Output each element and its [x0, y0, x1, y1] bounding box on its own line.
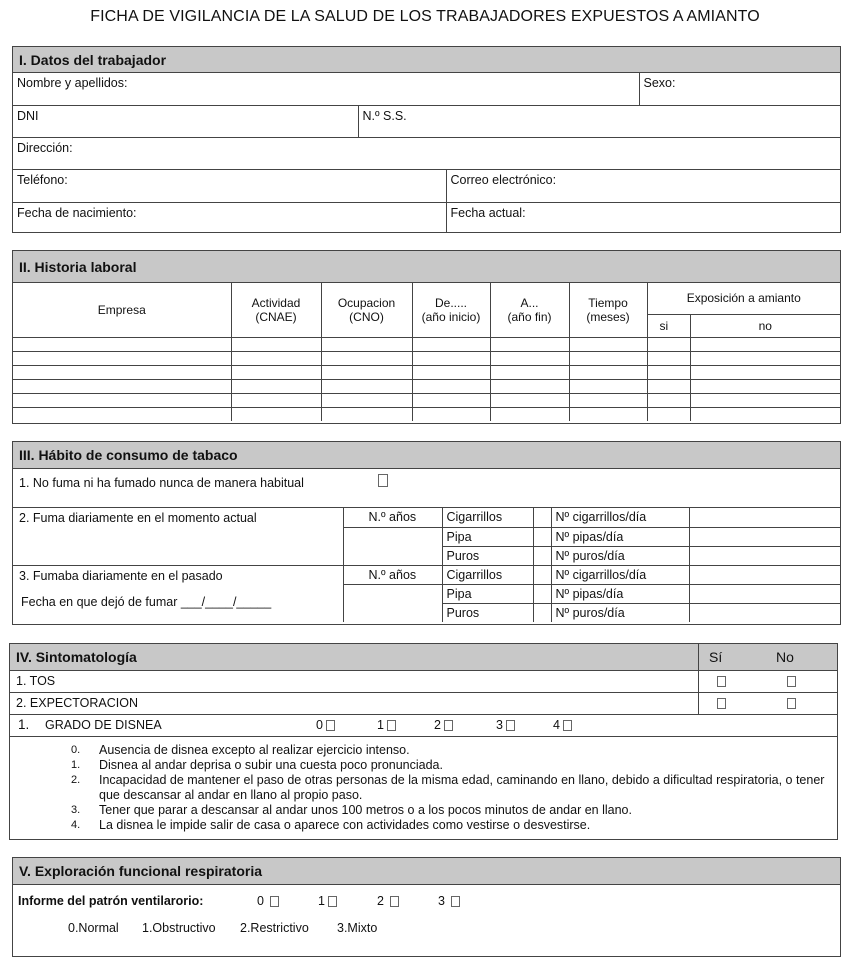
disnea-scale-list [10, 737, 831, 833]
col-si: Sí [709, 649, 723, 665]
checkbox-icon [326, 720, 335, 731]
checkbox-icon [328, 896, 337, 907]
table-cell[interactable] [321, 365, 412, 379]
disnea-grado-4[interactable]: 4 [553, 718, 572, 732]
telefono-field[interactable] [13, 170, 446, 202]
leyenda-obstructivo: 1.Obstructivo [142, 921, 216, 935]
sintomatologia-title: IV. Sintomatología [16, 649, 137, 665]
table-cell[interactable] [690, 393, 840, 407]
table-row [13, 337, 840, 351]
fecha-nacimiento-field[interactable] [13, 202, 446, 233]
sexo-field[interactable] [639, 73, 840, 105]
dia-puros-2: Nº puros/día [551, 603, 689, 622]
fecha-actual-field[interactable] [446, 202, 840, 233]
n-anos-label-2: N.º años [343, 565, 442, 584]
page-title: FICHA DE VIGILANCIA DE LA SALUD DE LOS TRABAJADORES EXPUESTOS A AMIANTO [90, 8, 760, 25]
col-tiempo: Tiempo (meses) [569, 283, 647, 337]
dia-pipas: Nº pipas/día [551, 527, 689, 546]
table-cell[interactable] [690, 337, 840, 351]
table-cell[interactable] [490, 351, 569, 365]
col-exposicion-si: si [647, 314, 690, 337]
dia-puros-input[interactable] [689, 546, 840, 565]
checkbox-icon [390, 896, 399, 907]
expectoracion-si-checkbox[interactable] [717, 698, 726, 709]
table-row [13, 365, 840, 379]
tabaco-row-1 [13, 469, 840, 508]
table-cell[interactable] [569, 393, 647, 407]
tipo-puros-input[interactable] [533, 546, 551, 565]
table-cell[interactable] [647, 351, 690, 365]
sintoma-row-disnea [10, 715, 837, 737]
table-cell[interactable] [569, 351, 647, 365]
nombre-field[interactable] [13, 73, 639, 105]
table-cell[interactable] [231, 379, 321, 393]
section-historia-laboral [12, 250, 841, 424]
no-fuma-label: 1. No fuma ni ha fumado nunca de manera habitual [19, 476, 304, 490]
checkbox-icon [506, 720, 515, 731]
direccion-label: Dirección: [17, 141, 73, 155]
dia-puros-input-2[interactable] [689, 603, 840, 622]
tipo-pipa-input[interactable] [533, 527, 551, 546]
list-item: 3. Tener que parar a descansar al andar unos 100 metros o a los pocos minutos de andar en llano. [71, 803, 632, 817]
col-empresa: Empresa [13, 283, 231, 337]
table-cell[interactable] [490, 407, 569, 421]
n-anos-label: N.º años [343, 508, 442, 527]
col-actividad: Actividad (CNAE) [231, 283, 321, 337]
expectoracion-label: 2. EXPECTORACION [16, 696, 139, 710]
col-exposicion-no: no [690, 314, 840, 337]
table-cell[interactable] [412, 365, 490, 379]
table-row [13, 379, 840, 393]
table-cell[interactable] [647, 365, 690, 379]
list-item: 1. Disnea al andar deprisa o subir una cuesta poco pronunciada. [71, 758, 443, 772]
list-item: 4. La disnea le impide salir de casa o aparece con actividades como vestirse o desvestirse. [71, 818, 591, 832]
tos-no-checkbox[interactable] [787, 676, 796, 687]
tos-si-checkbox[interactable] [717, 676, 726, 687]
checkbox-icon [451, 896, 460, 907]
dia-cigarrillos-2: Nº cigarrillos/día [551, 565, 689, 584]
table-cell[interactable] [647, 337, 690, 351]
table-cell[interactable] [321, 337, 412, 351]
table-cell[interactable] [412, 379, 490, 393]
patron-3[interactable]: 3 [438, 894, 460, 908]
checkbox-icon [387, 720, 396, 731]
tipo-cigarrillos-input[interactable] [533, 508, 551, 527]
dia-cigarrillos: Nº cigarrillos/día [551, 508, 689, 527]
tipo-pipa-input-2[interactable] [533, 584, 551, 603]
table-cell[interactable] [321, 379, 412, 393]
n-anos-input[interactable] [343, 527, 442, 565]
table-cell[interactable] [231, 337, 321, 351]
table-cell[interactable] [231, 393, 321, 407]
table-cell[interactable] [13, 407, 231, 421]
fumaba-pasado-cell [13, 565, 343, 622]
list-item: 0. Ausencia de disnea excepto al realizar ejercicio intenso. [71, 743, 410, 757]
disnea-grado-1[interactable]: 1 [377, 718, 396, 732]
telefono-label: Teléfono: [17, 173, 68, 187]
disnea-grado-0[interactable]: 0 [316, 718, 335, 732]
table-cell[interactable] [569, 337, 647, 351]
table-cell[interactable] [231, 351, 321, 365]
table-cell[interactable] [690, 365, 840, 379]
dia-pipas-2: Nº pipas/día [551, 584, 689, 603]
sintoma-row-expectoracion [10, 693, 837, 715]
correo-label: Correo electrónico: [450, 173, 557, 187]
table-row [13, 351, 840, 365]
dni-label: DNI [17, 108, 39, 123]
table-cell[interactable] [569, 379, 647, 393]
col-exposicion: Exposición a amianto [647, 283, 840, 314]
table-cell[interactable] [647, 393, 690, 407]
section-header: V. Exploración funcional respiratoria [13, 858, 840, 885]
tipo-puros-input-2[interactable] [533, 603, 551, 622]
sexo-label: Sexo: [643, 76, 676, 90]
table-cell[interactable] [490, 365, 569, 379]
table-cell[interactable] [690, 407, 840, 421]
no-fuma-checkbox[interactable] [378, 474, 388, 487]
table-cell[interactable] [321, 351, 412, 365]
table-cell[interactable] [569, 365, 647, 379]
dia-puros: Nº puros/día [551, 546, 689, 565]
table-cell[interactable] [647, 379, 690, 393]
col-fin: A... (año fin) [490, 283, 569, 337]
leyenda-restrictivo: 2.Restrictivo [240, 921, 309, 935]
patron-0[interactable]: 0 [257, 894, 279, 908]
section-header: II. Historia laboral [13, 251, 840, 283]
n-anos-input-2[interactable] [343, 584, 442, 622]
dia-cigarrillos-input[interactable] [689, 508, 840, 527]
disnea-label: GRADO DE DISNEA [45, 718, 162, 732]
direccion-field[interactable] [13, 138, 840, 170]
disnea-grado-2[interactable]: 2 [434, 718, 453, 732]
sintoma-row-tos [10, 671, 837, 693]
table-cell[interactable] [490, 337, 569, 351]
section-header: III. Hábito de consumo de tabaco [13, 442, 840, 469]
tipo-pipa-2: Pipa [442, 584, 533, 603]
patron-2[interactable]: 2 [377, 894, 399, 908]
table-cell[interactable] [647, 407, 690, 421]
leyenda-mixto: 3.Mixto [337, 921, 378, 935]
table-cell[interactable] [231, 407, 321, 421]
section-header: I. Datos del trabajador [13, 47, 840, 73]
fuma-actual-label: 2. Fuma diariamente en el momento actual [13, 508, 343, 565]
checkbox-icon [270, 896, 279, 907]
historia-table [13, 283, 840, 421]
checkbox-icon [444, 720, 453, 731]
fecha-nacimiento-label: Fecha de nacimiento: [17, 205, 137, 220]
fumaba-pasado-label: 3. Fumaba diariamente en el pasado [19, 568, 223, 583]
table-cell[interactable] [13, 351, 231, 365]
dia-pipas-input-2[interactable] [689, 584, 840, 603]
expectoracion-no-checkbox[interactable] [787, 698, 796, 709]
table-cell[interactable] [412, 337, 490, 351]
list-item: 2. Incapacidad de mantener el paso de otras personas de la misma edad, caminando en llano, debido a dificultad respiratoria, o tener que descansar al andar en llano al propio paso. [71, 773, 825, 802]
tipo-cigarrillos-input-2[interactable] [533, 565, 551, 584]
tipo-puros-2: Puros [442, 603, 533, 622]
tipo-cigarrillos-2: Cigarrillos [442, 565, 533, 584]
section-header [10, 644, 837, 671]
table-cell[interactable] [690, 379, 840, 393]
tipo-pipa: Pipa [442, 527, 533, 546]
fecha-actual-label: Fecha actual: [450, 205, 526, 220]
checkbox-icon [563, 720, 572, 731]
tipo-puros: Puros [442, 546, 533, 565]
table-cell[interactable] [13, 365, 231, 379]
table-cell[interactable] [569, 407, 647, 421]
table-cell[interactable] [13, 337, 231, 351]
nombre-label: Nombre y apellidos: [17, 76, 128, 90]
col-inicio: De..... (año inicio) [412, 283, 490, 337]
correo-field[interactable] [446, 170, 840, 202]
dia-pipas-input[interactable] [689, 527, 840, 546]
section-sintomatologia [9, 643, 838, 840]
fecha-dejo-label: Fecha en que dejó de fumar ___/____/_____ [21, 594, 272, 609]
col-no: No [776, 649, 794, 665]
dni-field[interactable] [13, 106, 358, 138]
informe-label: Informe del patrón ventilarorio: [18, 894, 204, 908]
table-cell[interactable] [490, 393, 569, 407]
table-cell[interactable] [13, 379, 231, 393]
tabaco-table [13, 508, 840, 622]
section-exploracion [12, 857, 841, 957]
tipo-cigarrillos: Cigarrillos [442, 508, 533, 527]
section-tabaco [12, 441, 841, 625]
table-row [13, 393, 840, 407]
table-cell[interactable] [321, 407, 412, 421]
disnea-grado-3[interactable]: 3 [496, 718, 515, 732]
table-cell[interactable] [321, 393, 412, 407]
section-datos-trabajador [12, 46, 841, 233]
table-cell[interactable] [412, 393, 490, 407]
leyenda-normal: 0.Normal [68, 921, 119, 935]
table-cell[interactable] [412, 407, 490, 421]
table-cell[interactable] [412, 351, 490, 365]
col-ocupacion: Ocupacion (CNO) [321, 283, 412, 337]
patron-1[interactable]: 1 [318, 894, 337, 908]
nss-field[interactable] [358, 106, 840, 138]
table-row [13, 407, 840, 421]
dia-cigarrillos-input-2[interactable] [689, 565, 840, 584]
table-cell[interactable] [13, 393, 231, 407]
tos-label: 1. TOS [16, 674, 56, 688]
disnea-number: 1. [18, 717, 30, 732]
table-cell[interactable] [231, 365, 321, 379]
table-cell[interactable] [490, 379, 569, 393]
nss-label: N.º S.S. [362, 108, 407, 123]
table-cell[interactable] [690, 351, 840, 365]
